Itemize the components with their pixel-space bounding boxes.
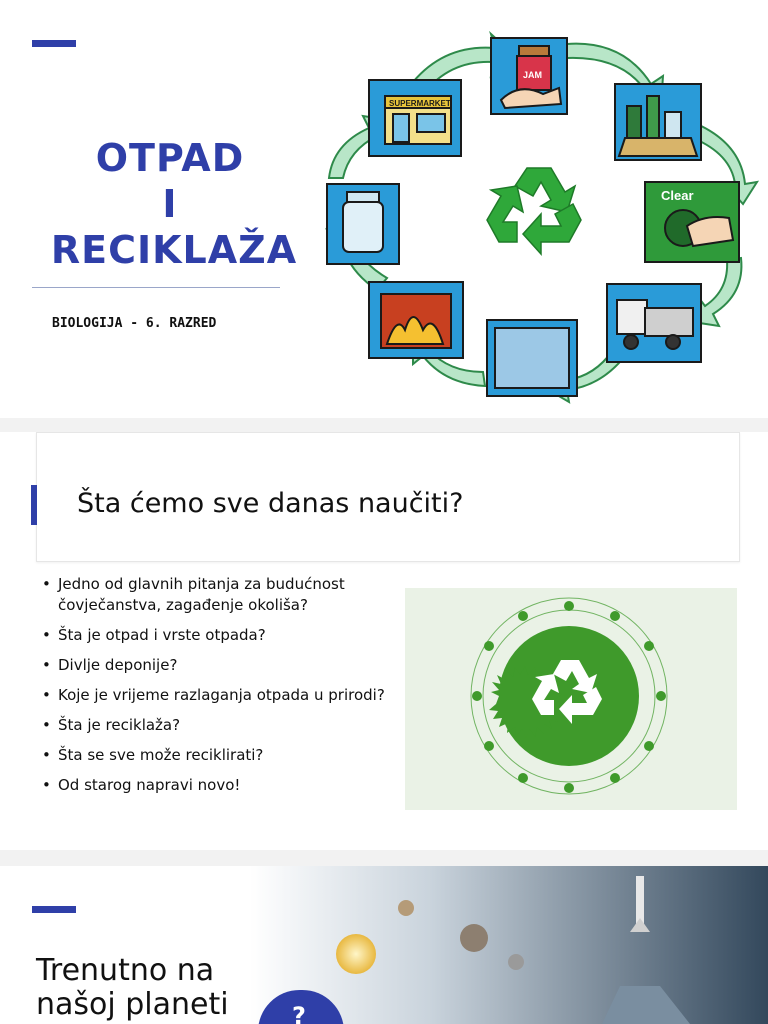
list-item-text: Šta se sve može reciklirati? bbox=[58, 746, 264, 764]
list-item bbox=[42, 715, 392, 736]
list-item bbox=[42, 655, 392, 676]
eco-icon bbox=[484, 741, 494, 751]
planet-icon bbox=[460, 924, 488, 952]
bullet-dot: • bbox=[42, 776, 51, 794]
bullet-dot: • bbox=[42, 575, 51, 593]
list-item-text: Jedno od glavnih pitanja za budućnost čovječanstva, zagađenje okoliša? bbox=[58, 575, 345, 614]
objectives-list bbox=[42, 574, 392, 805]
subtitle: BIOLOGIJA - 6. RAZRED bbox=[52, 316, 217, 331]
slide-title-line-1: Trenutno na bbox=[36, 953, 215, 988]
list-item-text: Šta je otpad i vrste otpada? bbox=[58, 626, 266, 644]
bullet-dot: • bbox=[42, 686, 51, 704]
bullet-dot: • bbox=[42, 656, 51, 674]
list-item bbox=[42, 775, 392, 796]
heading-card bbox=[36, 432, 740, 562]
list-item-text: Od starog napravi novo! bbox=[58, 776, 241, 794]
eco-icon bbox=[610, 773, 620, 783]
sun-icon bbox=[336, 934, 376, 974]
jam-label: JAM bbox=[523, 70, 543, 80]
eco-icon bbox=[644, 741, 654, 751]
clear-label: Clear bbox=[661, 188, 694, 203]
eco-icon bbox=[472, 691, 482, 701]
slide-heading: Šta ćemo sve danas naučiti? bbox=[77, 488, 464, 519]
title-line-3: RECIKLAŽA bbox=[50, 228, 298, 272]
planet-icon bbox=[398, 900, 414, 916]
learning-objectives-slide bbox=[0, 432, 768, 850]
eco-icon bbox=[644, 641, 654, 651]
list-item-text: Koje je vrijeme razlaganja otpada u prirodi? bbox=[58, 686, 385, 704]
planet-slide bbox=[0, 866, 768, 1024]
eco-icon bbox=[564, 601, 574, 611]
planet-icon bbox=[508, 954, 524, 970]
title-divider bbox=[32, 287, 280, 288]
eco-globe-image bbox=[405, 588, 737, 810]
list-item-text: Divlje deponije? bbox=[58, 656, 178, 674]
eco-icon bbox=[484, 641, 494, 651]
list-item bbox=[42, 685, 392, 706]
list-item bbox=[42, 745, 392, 766]
list-item bbox=[42, 625, 392, 646]
eco-grass-globe bbox=[489, 626, 639, 766]
eco-icon bbox=[564, 783, 574, 793]
title-line-1: OTPAD bbox=[95, 136, 245, 180]
eco-icon bbox=[518, 611, 528, 621]
supermarket-label: SUPERMARKET bbox=[389, 99, 451, 108]
eco-icon bbox=[518, 773, 528, 783]
accent-bar bbox=[32, 906, 76, 913]
bullet-dot: • bbox=[42, 626, 51, 644]
accent-bar bbox=[32, 40, 76, 47]
accent-bar bbox=[31, 485, 37, 525]
title-line-2: I bbox=[162, 182, 178, 226]
title-slide bbox=[0, 0, 768, 418]
question-badge-text: ? bbox=[292, 1002, 306, 1024]
eco-icon bbox=[656, 691, 666, 701]
eco-icon bbox=[610, 611, 620, 621]
list-item bbox=[42, 574, 392, 616]
recycle-icon bbox=[487, 168, 581, 254]
slide-title-line-2: našoj planeti bbox=[36, 987, 229, 1022]
bullet-dot: • bbox=[42, 746, 51, 764]
recycling-cycle-illustration bbox=[305, 4, 765, 414]
list-item-text: Šta je reciklaža? bbox=[58, 716, 181, 734]
slide-title bbox=[36, 954, 229, 1022]
bullet-dot: • bbox=[42, 716, 51, 734]
